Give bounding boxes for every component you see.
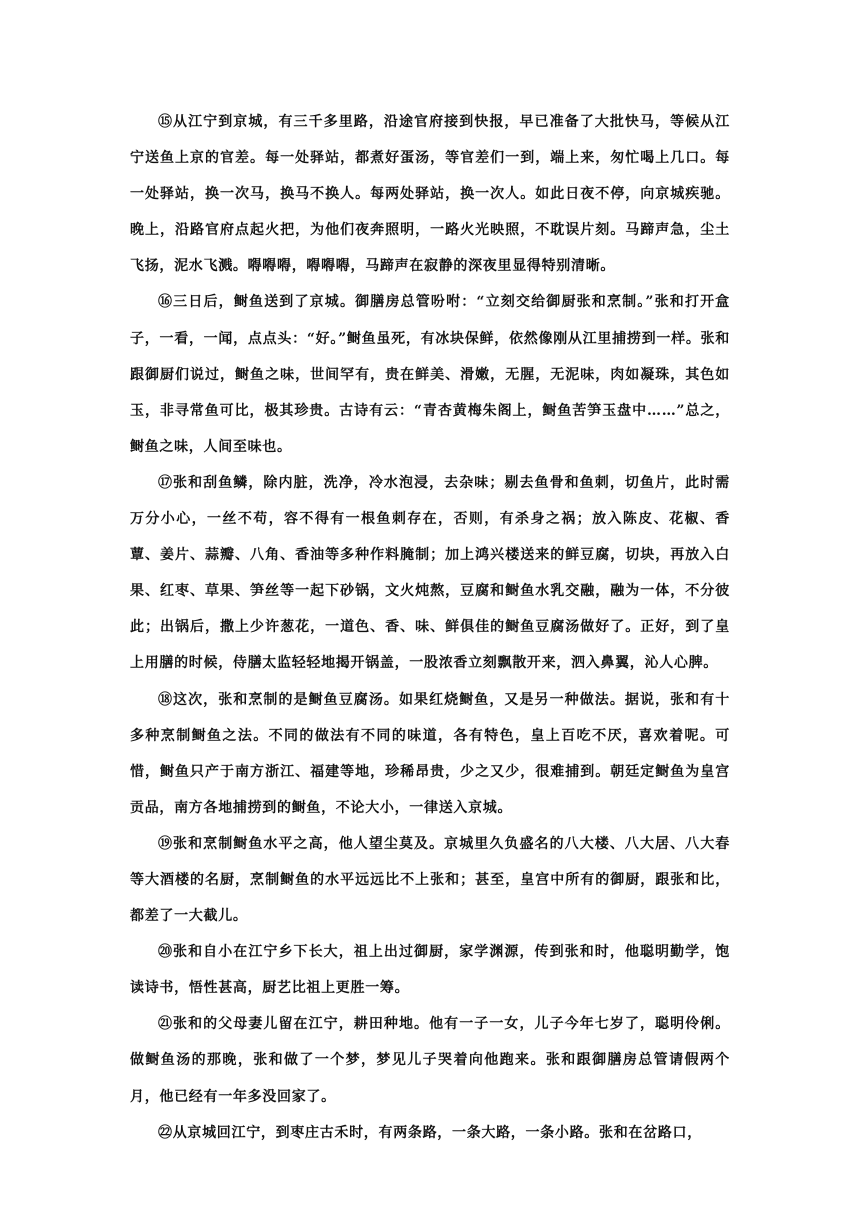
paragraph-21: ㉑张和的父母妻儿留在江宁，耕田种地。他有一子一女，儿子今年七岁了，聪明伶俐。做鲥鱼汤的那晚，张和做了一个梦，梦见儿子哭着向他跑来。张和跟御膳房总管请假两个月，他已经有一年多没回家了。	[130, 1016, 730, 1105]
paragraph-15: ⑮从江宁到京城，有三千多里路，沿途官府接到快报，早已准备了大批快马，等候从江宁送鱼上京的官差。每一处驿站，都煮好蛋汤，等官差们一到，端上来，匆忙喝上几口。每一处驿站，换一次马，换马不换人。每两处驿站，换一次人。如此日夜不停，向京城疾驰。晚上，沿路官府点起火把，为他们夜奔照明，一路火光映照，不耽误片刻。马蹄声急，尘土飞扬，泥水飞溅。嘚嘚嘚，嘚嘚嘚，马蹄声在寂静的深夜里显得特别清晰。	[130, 114, 730, 275]
document-page	[130, 104, 730, 1151]
paragraph-22: ㉒从京城回江宁，到枣庄古禾时，有两条路，一条大路，一条小路。张和在岔路口，	[158, 1124, 702, 1141]
paragraph-17: ⑰张和刮鱼鳞，除内脏，洗净，冷水泡浸，去杂味；剔去鱼骨和鱼刺，切鱼片，此时需万分小心，一丝不苟，容不得有一根鱼刺存在，否则，有杀身之祸；放入陈皮、花椒、香蕈、姜片、蒜瓣、八角、香油等多种作料腌制；加上鸿兴楼送来的鲜豆腐，切块，再放入白果、红枣、草果、笋丝等一起下砂锅，文火炖熬，豆腐和鲥鱼水乳交融，融为一体，不分彼此；出锅后，撒上少许葱花，一道色、香、味、鲜俱佳的鲥鱼豆腐汤做好了。正好，到了皇上用膳的时候，侍膳太监轻轻地揭开锅盖，一股浓香立刻飘散开来，泗入鼻翼，沁人心脾。	[130, 474, 730, 672]
paragraph-16: ⑯三日后，鲥鱼送到了京城。御膳房总管吩咐：“立刻交给御厨张和烹制。”张和打开盒子，一看，一闻，点点头：“好。”鲥鱼虽死，有冰块保鲜，依然像刚从江里捕捞到一样。张和跟御厨们说过，鲥鱼之味，世间罕有，贵在鲜美、滑嫩，无腥，无泥味，肉如凝珠，其色如玉，非寻常鱼可比，极其珍贵。古诗有云：“青杏黄梅朱阁上，鲥鱼苦笋玉盘中……”总之，鲥鱼之味，人间至味也。	[130, 294, 730, 455]
paragraph-20: ⑳张和自小在江宁乡下长大，祖上出过御厨，家学渊源，传到张和时，他聪明勤学，饱读诗书，悟性甚高，厨艺比祖上更胜一筹。	[130, 944, 730, 997]
paragraph-18: ⑱这次，张和烹制的是鲥鱼豆腐汤。如果红烧鲥鱼，又是另一种做法。据说，张和有十多种烹制鲥鱼之法。不同的做法有不同的味道，各有特色，皇上百吃不厌，喜欢着呢。可惜，鲥鱼只产于南方浙江、福建等地，珍稀昂贵，少之又少，很难捕到。朝廷定鲥鱼为皇宫贡品，南方各地捕捞到的鲥鱼，不论大小，一律送入京城。	[130, 691, 730, 816]
paragraph-19: ⑲张和烹制鲥鱼水平之高，他人望尘莫及。京城里久负盛名的八大楼、八大居、八大春等大酒楼的名厨，烹制鲥鱼的水平远远比不上张和；甚至，皇宫中所有的御厨，跟张和比，都差了一大截儿。	[130, 835, 730, 925]
